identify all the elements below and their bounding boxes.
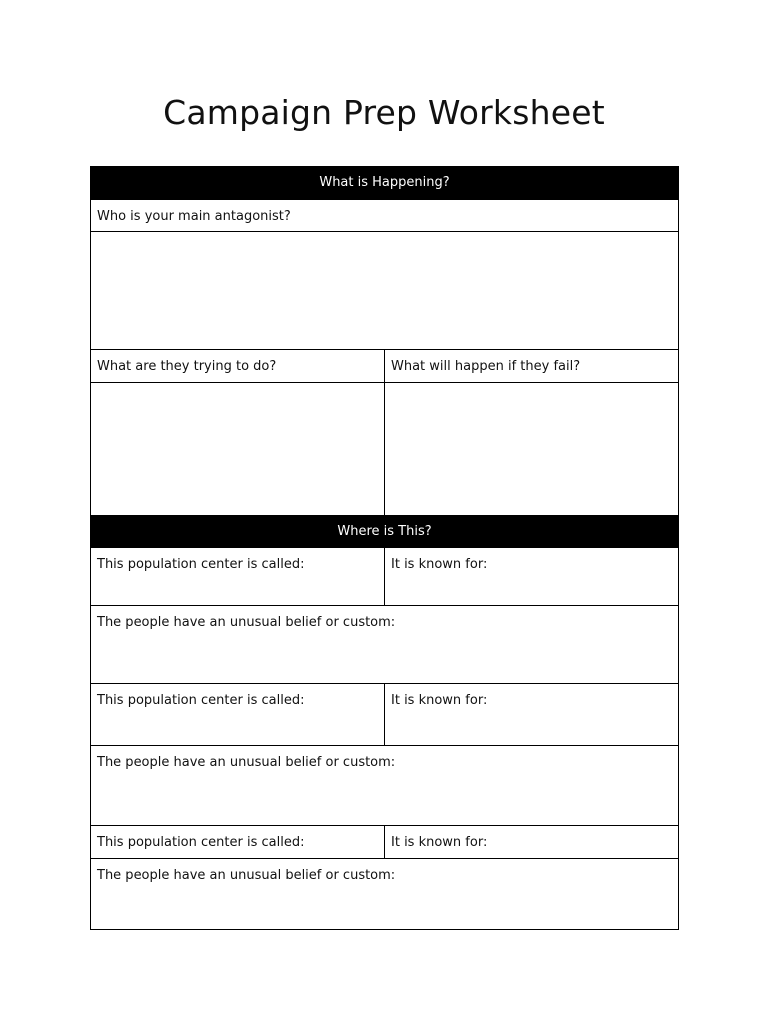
location-2-known-field[interactable] <box>385 684 678 745</box>
location-3-custom-field[interactable] <box>91 858 678 928</box>
location-3-name-label: This population center is called: <box>97 835 305 850</box>
location-1-name-label: This population center is called: <box>97 557 305 572</box>
section-header-where <box>91 515 678 548</box>
location-1-custom-label: The people have an unusual belief or custom: <box>97 615 396 630</box>
location-3-name-field[interactable] <box>91 826 385 858</box>
antagonist-label: Who is your main antagonist? <box>97 209 291 224</box>
goal-label: What are they trying to do? <box>91 350 385 382</box>
antagonist-answer-area[interactable] <box>91 231 678 349</box>
location-1-known-label: It is known for: <box>391 557 488 572</box>
page-title: Campaign Prep Worksheet <box>163 93 605 132</box>
location-3-known-label: It is known for: <box>391 835 488 850</box>
location-2-name-label: This population center is called: <box>97 693 305 708</box>
goal-fail-label-row <box>91 349 678 382</box>
section-header-happening <box>91 166 678 199</box>
goal-fail-answer-row <box>91 382 678 515</box>
location-3-custom-label: The people have an unusual belief or custom: <box>97 868 396 883</box>
location-3-name-row <box>91 825 678 858</box>
location-1-known-field[interactable] <box>385 548 678 605</box>
fail-answer-area[interactable] <box>385 383 678 515</box>
location-2-name-row <box>91 683 678 745</box>
location-2-known-label: It is known for: <box>391 693 488 708</box>
location-1-name-row <box>91 548 678 605</box>
fail-label: What will happen if they fail? <box>391 359 581 374</box>
section-header-happening-text: What is Happening? <box>319 175 450 190</box>
location-1-custom-field[interactable] <box>91 605 678 683</box>
location-3-known-field[interactable] <box>385 826 678 858</box>
goal-answer-area[interactable] <box>91 383 385 515</box>
antagonist-label-row <box>91 199 678 231</box>
location-2-custom-field[interactable] <box>91 745 678 825</box>
location-2-name-field[interactable] <box>91 684 385 745</box>
worksheet-table <box>90 166 679 930</box>
location-2-custom-label: The people have an unusual belief or custom: <box>97 755 396 770</box>
section-header-where-text: Where is This? <box>337 524 432 539</box>
location-1-name-field[interactable] <box>91 548 385 605</box>
